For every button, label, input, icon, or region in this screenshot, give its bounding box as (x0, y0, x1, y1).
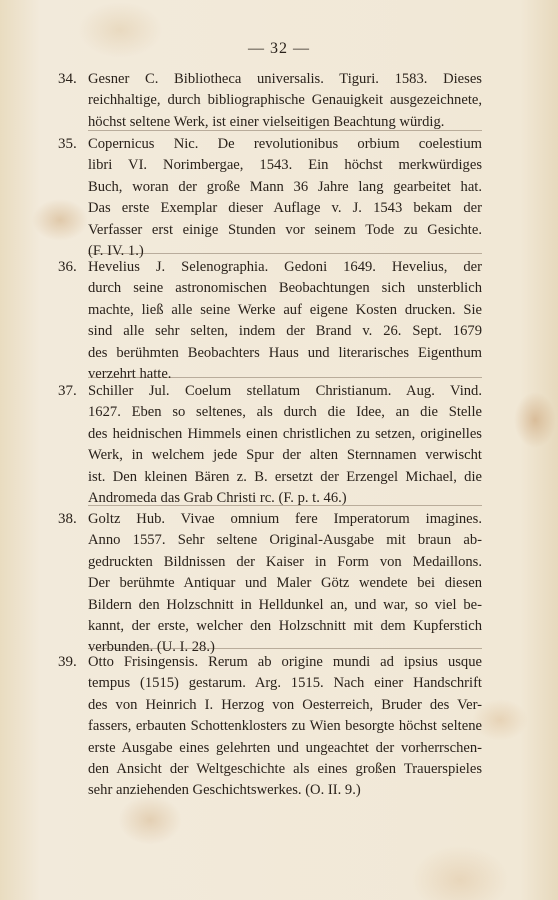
entry-line: Schiller Jul. Coelum stellatum Christianum. Aug. Vind. (88, 383, 482, 399)
entry-line: höchst seltene Werk, ist einer vielseitigen Beachtung würdig. (88, 113, 445, 130)
entry-line: Copernicus Nic. De revolutionibus orbium coelestium (88, 136, 482, 152)
entry-line: des berühmten Beobachters Haus und literarisches Eigenthum (88, 344, 482, 361)
entry-line: sind alle sehr selten, indem der Brand v. 26. Sept. 1679 (88, 323, 482, 340)
entry-number: 34. (58, 71, 77, 87)
entry-line: den Ansicht der Weltgeschichte als eines großen Trauerspieles (88, 761, 482, 777)
page-number: — 32 — (248, 40, 310, 57)
entry-line: Goltz Hub. Vivae omnium fere Imperatorum imagines. (88, 511, 482, 527)
entry-line: Verfasser erst einige Stunden vor seinem Tode zu Gesichte. (88, 221, 482, 238)
entry-number: 35. (58, 136, 77, 152)
entry-line: Anno 1557. Sehr seltene Original-Ausgabe mit braun ab- (88, 532, 482, 549)
entry-line: erste Ausgabe eines gelehrten und ungeachtet der vorherrschen- (88, 739, 482, 756)
entry-line: verzehrt hatte. (88, 366, 172, 382)
entry-line: tempus (1515) gestarum. Arg. 1515. Nach einer Handschrift (88, 675, 482, 692)
entry-line: Otto Frisingensis. Rerum ab origine mundi ad ipsius usque (88, 654, 482, 670)
entry-line: Hevelius J. Selenographia. Gedoni 1649. Hevelius, der (88, 259, 482, 275)
entry-line: sehr anziehenden Geschichtswerkes. (O. II. 9.) (88, 782, 361, 799)
entry-number: 39. (58, 654, 77, 670)
entry-line: Werk, in welchem jede Spur der alten Sternnamen verwischt (88, 447, 482, 464)
entry-line: Bildern den Holzschnitt in Helldunkel an, und war, so viel be- (88, 596, 482, 613)
entry-divider (88, 648, 482, 649)
entry-line: verbunden. (U. I. 28.) (88, 639, 215, 656)
entry-line: ist. Den kleinen Bären z. B. ersetzt der Erzengel Michael, die (88, 468, 482, 485)
entry-line: Das erste Exemplar dieser Auflage v. J. 1543 bekam der (88, 200, 482, 217)
entry-divider (88, 505, 482, 506)
entry-line: gedruckten Bildnissen der Kaiser in Form von Medaillons. (88, 553, 482, 570)
entry-line: Buch, woran der große Mann 36 Jahre lang gearbeitet hat. (88, 178, 482, 195)
entry-line: reichhaltige, durch bibliographische Genauigkeit ausgezeichnete, (88, 92, 482, 109)
entry-line: kannt, der erste, welcher den Holzschnitt mit dem Kupferstich (88, 618, 482, 634)
entry-line: des von Heinrich I. Herzog von Oesterreich, Bruder des Ver- (88, 696, 482, 713)
entry-divider (88, 130, 482, 131)
entry-line: machte, ließ alle seine Werke auf eigene Kosten drucken. Sie (88, 301, 482, 318)
entry-divider (88, 377, 482, 378)
entry-line: Der berühmte Antiquar und Maler Götz wendete bei diesen (88, 575, 482, 592)
entry-line: (F. IV. 1.) (88, 243, 144, 259)
entry-line: 1627. Eben so seltenes, als durch die Idee, an die Stelle (88, 404, 482, 421)
entry-line: Gesner C. Bibliotheca universalis. Tiguri. 1583. Dieses (88, 71, 482, 87)
entry-line: des heidnischen Himmels einen christlichen zu setzen, originelles (88, 425, 482, 442)
entry-line: durch seine astronomischen Beobachtungen sich unsterblich (88, 280, 482, 297)
entry-number: 37. (58, 383, 77, 399)
entry-line: libri VI. Norimbergae, 1543. Ein höchst merkwürdiges (88, 157, 482, 174)
entry-number: 38. (58, 511, 77, 527)
entry-divider (88, 253, 482, 254)
entry-line: Andromeda das Grab Christi rc. (F. p. t. 46.) (88, 490, 347, 506)
entry-line: fassers, erbauten Schottenklosters zu Wien besorgte höchst seltene (88, 718, 482, 735)
entry-number: 36. (58, 259, 77, 275)
